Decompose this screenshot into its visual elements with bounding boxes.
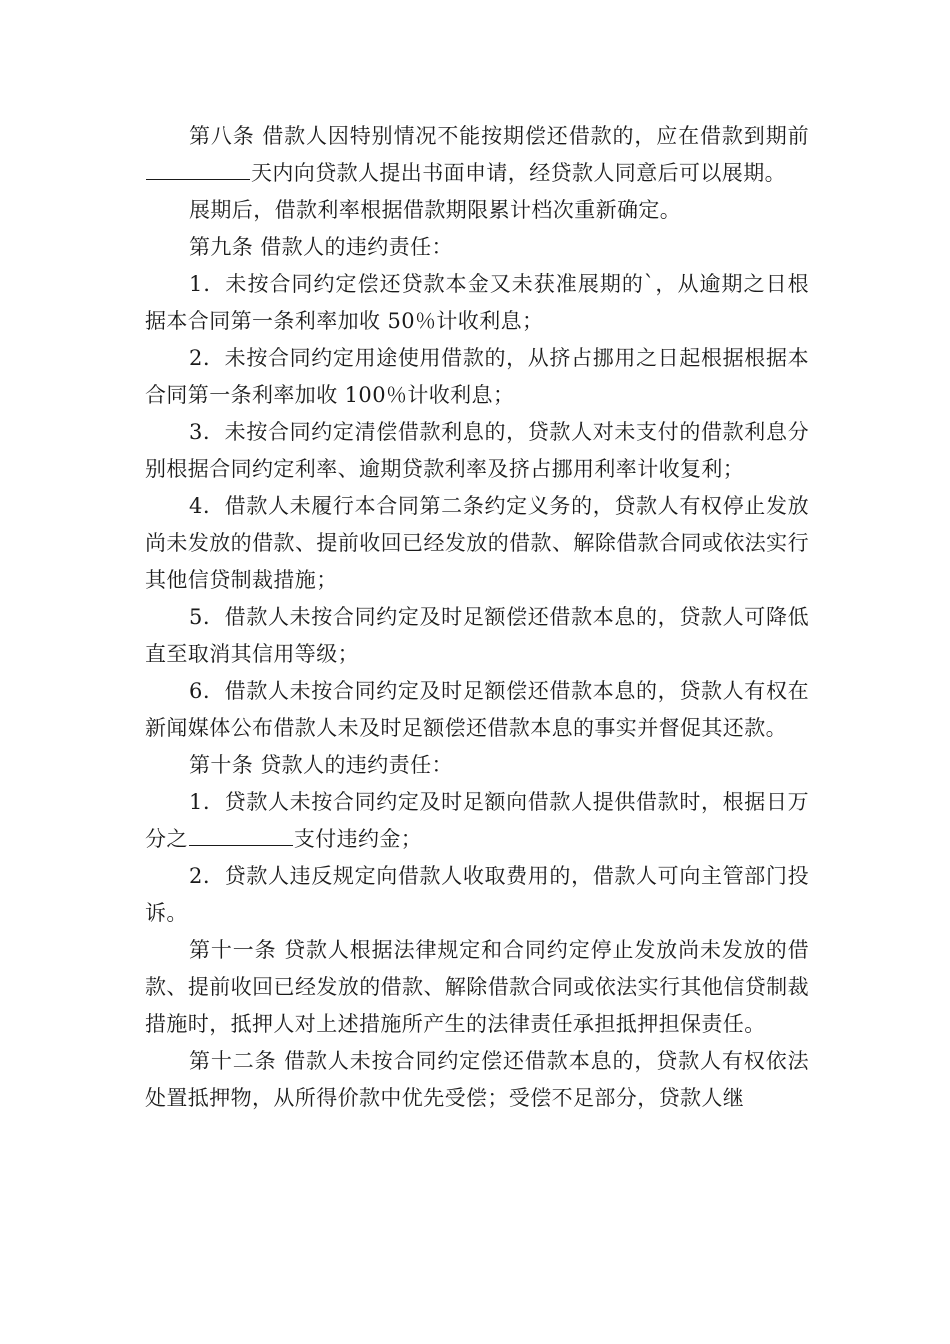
article-8-paragraph: [145, 118, 809, 192]
article-10-item-1: [145, 784, 809, 858]
article-9-item-2: 2．未按合同约定用途使用借款的，从挤占挪用之日起根据根据本合同第一条利率加收 100％计收利息；: [145, 346, 809, 407]
penalty-rate-blank-field[interactable]: [189, 823, 293, 846]
article-9-item-6: 6．借款人未按合同约定及时足额偿还借款本息的，贷款人有权在新闻媒体公布借款人未及时足额偿还借款本息的事实并督促其还款。: [145, 679, 809, 740]
article-11-paragraph: 第十一条 贷款人根据法律规定和合同约定停止发放尚未发放的借款、提前收回已经发放的借款、解除借款合同或依法实行其他信贷制裁措施时，抵押人对上述措施所产生的法律责任承担抵押担保责任。: [145, 938, 809, 1036]
article-8-text-end: 天内向贷款人提出书面申请，经贷款人同意后可以展期。: [251, 161, 786, 185]
article-9-heading: 第九条 借款人的违约责任：: [189, 235, 453, 259]
article-12-paragraph: 第十二条 借款人未按合同约定偿还借款本息的，贷款人有权依法处置抵押物，从所得价款中优先受偿；受偿不足部分，贷款人继: [145, 1049, 809, 1110]
article-9-item-1: 1．未按合同约定偿还贷款本金又未获准展期的`，从逾期之日根据本合同第一条利率加收 50％计收利息；: [145, 272, 809, 333]
contract-page: [145, 118, 809, 1117]
article-8-text-start: 第八条 借款人因特别情况不能按期偿还借款的，应在借款到期前: [189, 124, 809, 148]
article-10-heading: 第十条 贷款人的违约责任：: [189, 753, 453, 777]
article-10-item-1-start: 1．贷款人未按合同约定及时足额向借款人提供借款时，根据日万分之: [145, 790, 809, 851]
article-9-item-4: 4．借款人未履行本合同第二条约定义务的，贷款人有权停止发放尚未发放的借款、提前收回已经发放的借款、解除借款合同或依法实行其他信贷制裁措施；: [145, 494, 809, 592]
extension-rate-paragraph: 展期后，借款利率根据借款期限累计档次重新确定。: [189, 198, 682, 222]
article-10-item-2: 2．贷款人违反规定向借款人收取费用的，借款人可向主管部门投诉。: [145, 864, 809, 925]
article-10-item-1-end: 支付违约金；: [293, 827, 423, 851]
article-9-item-3: 3．未按合同约定清偿借款利息的，贷款人对未支付的借款利息分别根据合同约定利率、逾期贷款利率及挤占挪用利率计收复利；: [145, 420, 809, 481]
article-9-item-5: 5．借款人未按合同约定及时足额偿还借款本息的，贷款人可降低直至取消其信用等级；: [145, 605, 809, 666]
days-blank-field[interactable]: [146, 157, 250, 180]
